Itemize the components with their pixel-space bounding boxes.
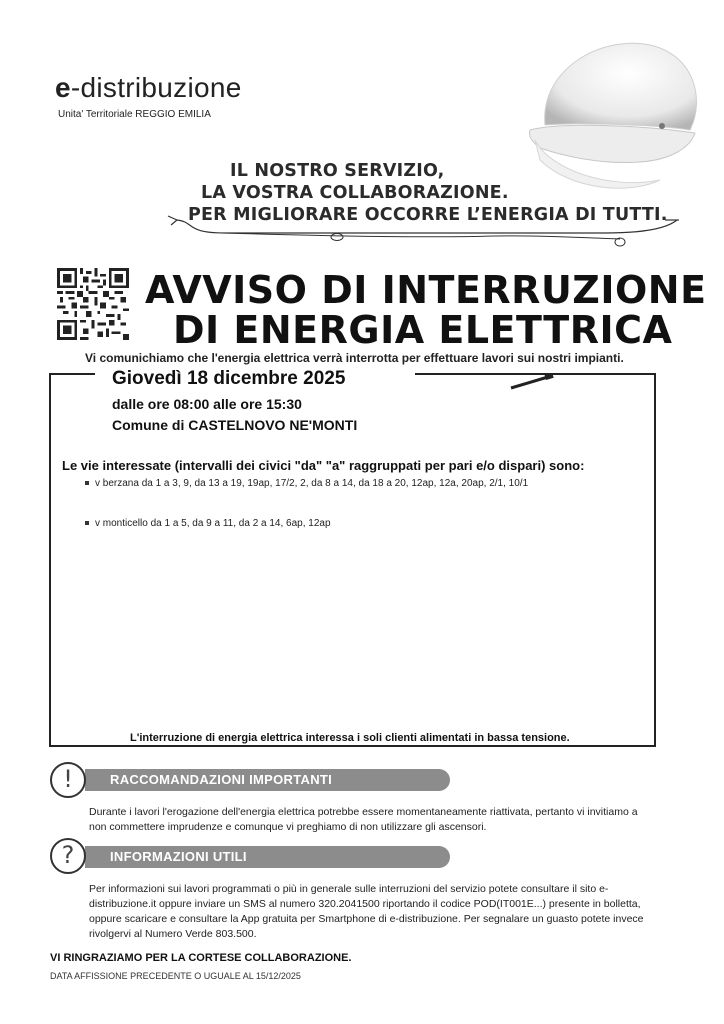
bullet-icon <box>85 481 89 485</box>
interruption-comune: Comune di CASTELNOVO NE'MONTI <box>112 417 358 433</box>
low-voltage-note: L'interruzione di energia elettrica interessa i soli clienti alimentati in bassa tensione. <box>130 732 570 744</box>
posting-date: DATA AFFISSIONE PRECEDENTE O UGUALE AL 15/12/2025 <box>50 971 301 981</box>
helmet-icon <box>520 30 710 205</box>
logo-text: -distribuzione <box>70 72 242 103</box>
exclamation-icon: ! <box>50 762 86 798</box>
bullet-icon <box>85 521 89 525</box>
slogan-line-1: IL NOSTRO SERVIZIO, <box>230 161 445 181</box>
company-logo <box>55 72 242 104</box>
street-text: v berzana da 1 a 3, 9, da 13 a 19, 19ap, 17/2, 2, da 8 a 14, da 18 a 20, 12ap, 12a, 20ap, 2/1, 10/1 <box>95 478 529 489</box>
territorial-unit: Unita' Territoriale REGGIO EMILIA <box>58 109 211 120</box>
cable-decoration <box>165 208 685 253</box>
recommendations-banner: RACCOMANDAZIONI IMPORTANTI <box>85 769 450 791</box>
slogan-line-2: LA VOSTRA COLLABORAZIONE. <box>201 183 509 203</box>
notice-intro: Vi comunichiamo che l'energia elettrica verrà interrotta per effettuare lavori sui nostri impianti. <box>85 351 624 365</box>
info-text: Per informazioni sui lavori programmati o più in generale sulle interruzioni del servizio potete consultare il sito e-distribuzione.it oppure inviare un SMS al numero 320.2041500 riportando il codice POD(IT001E...) presente in bolletta, oppure scaricare e consultare la App gratuita per Smartphone di e-distribuzione. Per segnalare un guasto potete invece rivolgervi al Numero Verde 803.500. <box>89 883 644 940</box>
street-item <box>85 478 528 489</box>
interruption-date: Giovedì 18 dicembre 2025 <box>112 368 346 389</box>
notice-title-line-1: AVVISO DI INTERRUZIONE <box>145 268 707 312</box>
street-item <box>85 518 331 529</box>
question-icon: ? <box>50 838 86 874</box>
interruption-hours: dalle ore 08:00 alle ore 15:30 <box>112 396 302 412</box>
notice-title-line-2: DI ENERGIA ELETTRICA <box>173 308 673 352</box>
qr-code-icon[interactable] <box>57 268 129 340</box>
lamp-post-icon <box>508 372 558 392</box>
recommendations-text: Durante i lavori l'erogazione dell'energia elettrica potrebbe essere momentaneamente riattivata, pertanto vi invitiamo a non commettere imprudenze e comunque vi preghiamo di non utilizzare gli ascensori. <box>89 806 638 833</box>
street-text: v monticello da 1 a 5, da 9 a 11, da 2 a 14, 6ap, 12ap <box>95 518 331 529</box>
streets-heading: Le vie interessate (intervalli dei civici "da" "a" raggruppati per pari e/o dispari) sono: <box>62 458 585 473</box>
logo-mark: e <box>55 72 71 103</box>
slogan-line-3: PER MIGLIORARE OCCORRE L’ENERGIA DI TUTTI. <box>188 205 668 225</box>
thanks-line: VI RINGRAZIAMO PER LA CORTESE COLLABORAZIONE. <box>50 952 352 964</box>
info-banner: INFORMAZIONI UTILI <box>85 846 450 868</box>
